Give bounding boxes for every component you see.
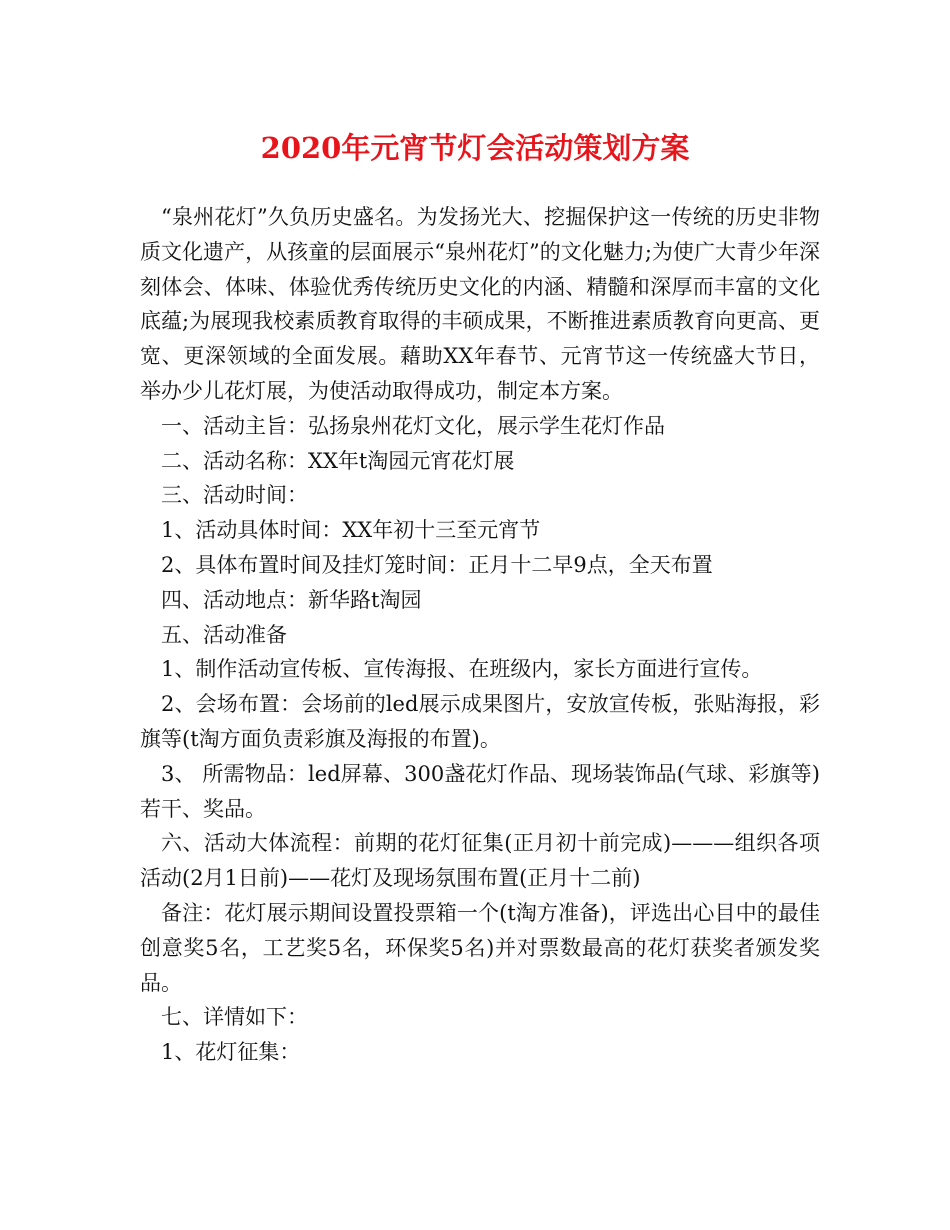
section-name: 二、活动名称：XX年t淘园元宵花灯展	[161, 448, 515, 473]
note-paragraph: 备注：花灯展示期间设置投票箱一个(t淘方准备)，评选出心目中的最佳创意奖5名，工艺奖5名，环保奖5名)并对票数最高的花灯获奖者颁发奖品。	[140, 900, 820, 995]
details-item-1: 1、花灯征集：	[161, 1040, 301, 1065]
document-title: 2020年元宵节灯会活动策划方案	[260, 131, 690, 165]
section-preparation-heading: 五、活动准备	[161, 622, 287, 647]
preparation-item-1: 1、制作活动宣传板、宣传海报、在班级内，家长方面进行宣传。	[161, 657, 763, 682]
preparation-item-2: 2、会场布置：会场前的led展示成果图片，安放宣传板，张贴海报，彩旗等(t淘方面负责彩旗及海报的布置)。	[140, 692, 820, 751]
section-process: 六、活动大体流程：前期的花灯征集(正月初十前完成)———组织各项活动(2月1日前)——花灯及现场氛围布置(正月十二前)	[140, 831, 820, 891]
intro-paragraph: “泉州花灯”久负历史盛名。为发扬光大、挖掘保护这一传统的历史非物质文化遗产，从孩童的层面展示“泉州花灯”的文化魅力;为使广大青少年深刻体会、体味、体验优秀传统历史文化的内涵、精髓和深厚而丰富的文化底蕴;为展现我校素质教育取得的丰硕成果，不断推进素质教育向更高、更宽、更深领域的全面发展。藉助XX年春节、元宵节这一传统盛大节日，举办少儿花灯展，为使活动取得成功，制定本方案。	[140, 205, 820, 403]
preparation-item-3: 3、 所需物品：led屏幕、300盏花灯作品、现场装饰品(气球、彩旗等)若干、奖品。	[140, 761, 820, 821]
section-purpose: 一、活动主旨：弘扬泉州花灯文化，展示学生花灯作品	[161, 413, 665, 438]
section-details-heading: 七、详情如下：	[161, 1005, 308, 1030]
document-body	[140, 200, 820, 1070]
section-location: 四、活动地点：新华路t淘园	[161, 587, 422, 612]
time-item-1: 1、活动具体时间：XX年初十三至元宵节	[161, 518, 541, 543]
section-time-heading: 三、活动时间：	[161, 483, 308, 508]
time-item-2: 2、具体布置时间及挂灯笼时间：正月十二早9点，全天布置	[161, 552, 713, 577]
